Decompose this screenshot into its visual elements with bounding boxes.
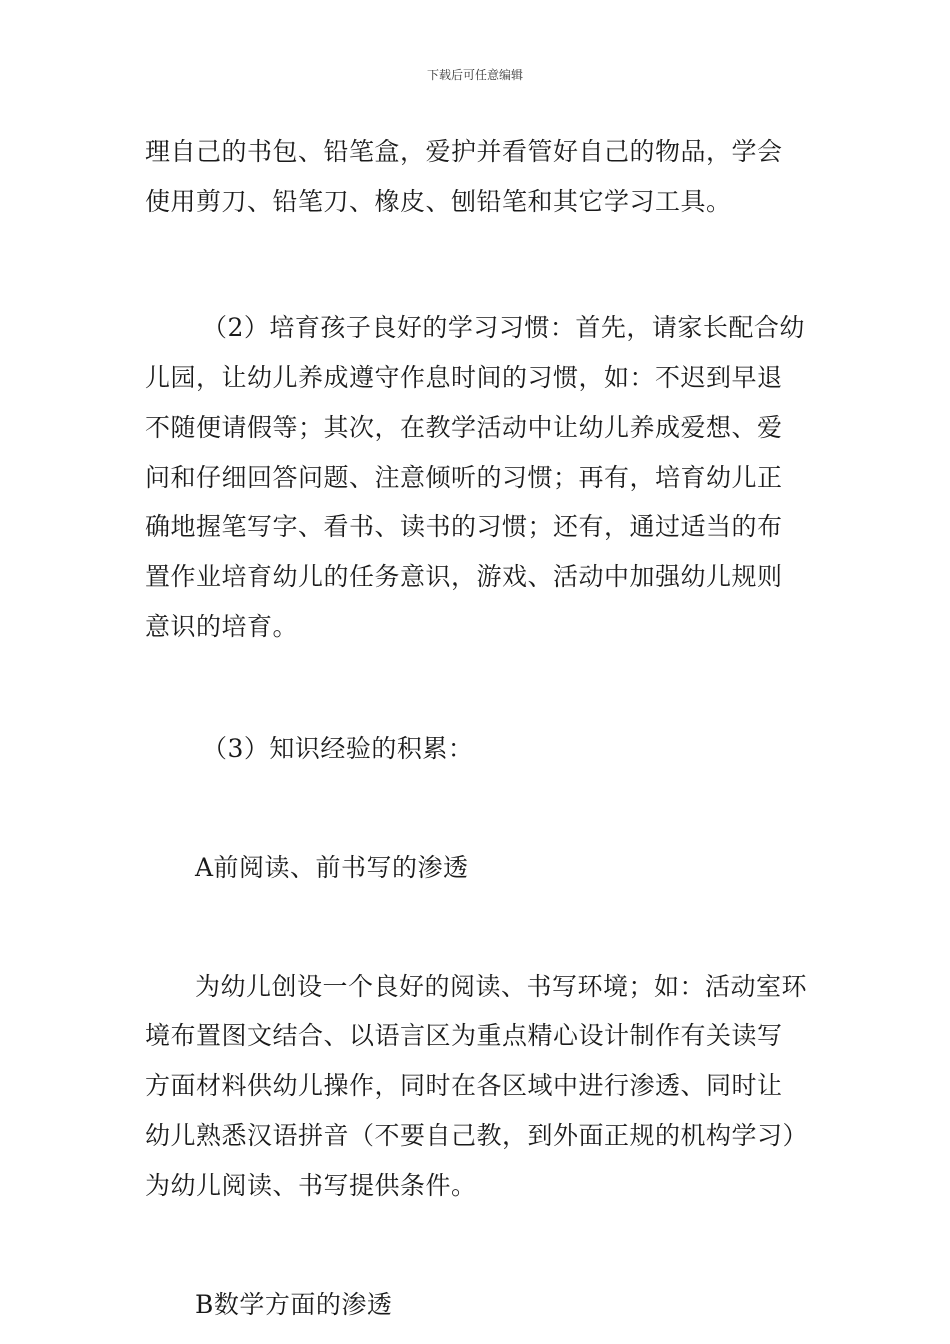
paragraph-continuation: 理自己的书包、铅笔盒，爱护并看管好自己的物品，学会使用剪刀、铅笔刀、橡皮、刨铅笔和其它学习工具。 [145,137,783,216]
paragraph-knowledge-heading: （3）知识经验的积累： [202,734,474,764]
paragraph-reading-writing-heading: A前阅读、前书写的渗透 [195,853,469,883]
page-header-note: 下载后可任意编辑 [426,68,523,82]
document-body [145,127,807,1330]
paragraph-study-habits: （2）培育孩子良好的学习习惯：首先，请家长配合幼儿园，让幼儿养成遵守作息时间的习惯，如：不迟到早退不随便请假等；其次，在教学活动中让幼儿养成爱想、爱问和仔细回答问题、注意倾听的习惯；再有，培育幼儿正确地握笔写字、看书、读书的习惯；还有，通过适当的布置作业培育幼儿的任务意识，游戏、活动中加强幼儿规则意识的培育。 [145,313,805,641]
paragraph-math-heading: B数学方面的渗透 [195,1290,393,1320]
paragraph-reading-environment: 为幼儿创设一个良好的阅读、书写环境；如：活动室环境布置图文结合、以语言区为重点精心设计制作有关读写方面材料供幼儿操作，同时在各区域中进行渗透、同时让幼儿熟悉汉语拼音（不要自己教，到外面正规的机构学习）为幼儿阅读、书写提供条件。 [145,971,808,1200]
